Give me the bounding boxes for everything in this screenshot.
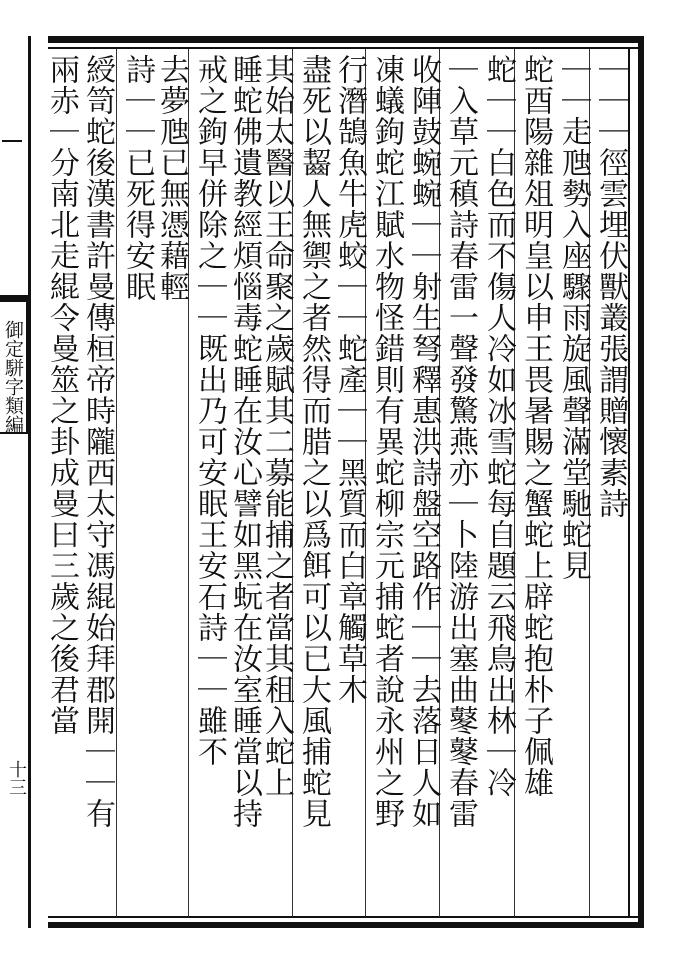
column-divider bbox=[116, 49, 117, 917]
text-column: 行潛鵠魚牛虎蛟｜｜蛇產｜｜黑質而白章觸草木 bbox=[332, 54, 367, 705]
text-column: 蛇｜｜白色而不傷人冷如冰雪蛇每自題云飛鳥出林｜冷 bbox=[481, 54, 516, 798]
text-column: 盡死以齧人無禦之者然得而腊之以爲餌可以已大風捕蛇見 bbox=[296, 54, 331, 829]
text-column: 睡蛇佛遺教經煩惱毒蛇睡在汝心譬如黑蚖在汝室睡當以持 bbox=[227, 54, 262, 829]
text-column: 其始太醫以王命聚之歲賦其二募能捕之者當其租入蛇上 bbox=[259, 54, 294, 798]
text-column: 凍蟻鉤蛇江賦水物怪錯則有異蛇柳宗元捕蛇者說永州之野 bbox=[369, 54, 404, 829]
text-column: 詩｜｜已死得安眠 bbox=[120, 54, 155, 302]
text-column: 蛇酉陽雜俎明皇以申王畏暑賜之蟹蛇上辟蛇抱朴子佩雄 bbox=[518, 54, 553, 798]
spine-divider bbox=[2, 140, 22, 142]
bottom-border bbox=[48, 922, 644, 928]
page-number: 十三 bbox=[6, 760, 27, 796]
text-column: 兩赤｜分南北走緄令曼筮之卦成曼曰三歲之後君當 bbox=[44, 54, 79, 736]
right-border bbox=[638, 36, 644, 928]
text-column: 戒之鉤早併除之｜｜既出乃可安眠王安石詩｜｜雖不 bbox=[192, 54, 227, 767]
text-column: ｜｜｜徑雲埋伏獸叢張謂贈懷素詩 bbox=[593, 54, 628, 519]
bottom-border-inner bbox=[48, 916, 644, 918]
right-border-inner bbox=[628, 49, 630, 917]
left-border bbox=[28, 36, 31, 928]
text-column: 綬笥蛇後漢書許曼傳桓帝時隴西太守馮緄始拜郡開｜｜有 bbox=[80, 54, 115, 829]
top-border bbox=[48, 36, 644, 43]
text-column: ｜｜走虺勢入座驟雨旋風聲滿堂馳蛇見 bbox=[556, 54, 591, 581]
top-border-inner bbox=[48, 47, 644, 49]
text-column: 去夢虺已無憑藉輕 bbox=[154, 54, 189, 302]
text-column: ｜入草元稹詩春雷一聲發驚燕亦｜卜陸游出塞曲鼕鼕春雷 bbox=[443, 54, 478, 829]
spine-title: 御定駢字類編 bbox=[2, 320, 24, 434]
text-column: 收陣鼓蜿蜿｜｜射生弩釋惠洪詩盤空路作｜｜去落日人如 bbox=[406, 54, 441, 829]
